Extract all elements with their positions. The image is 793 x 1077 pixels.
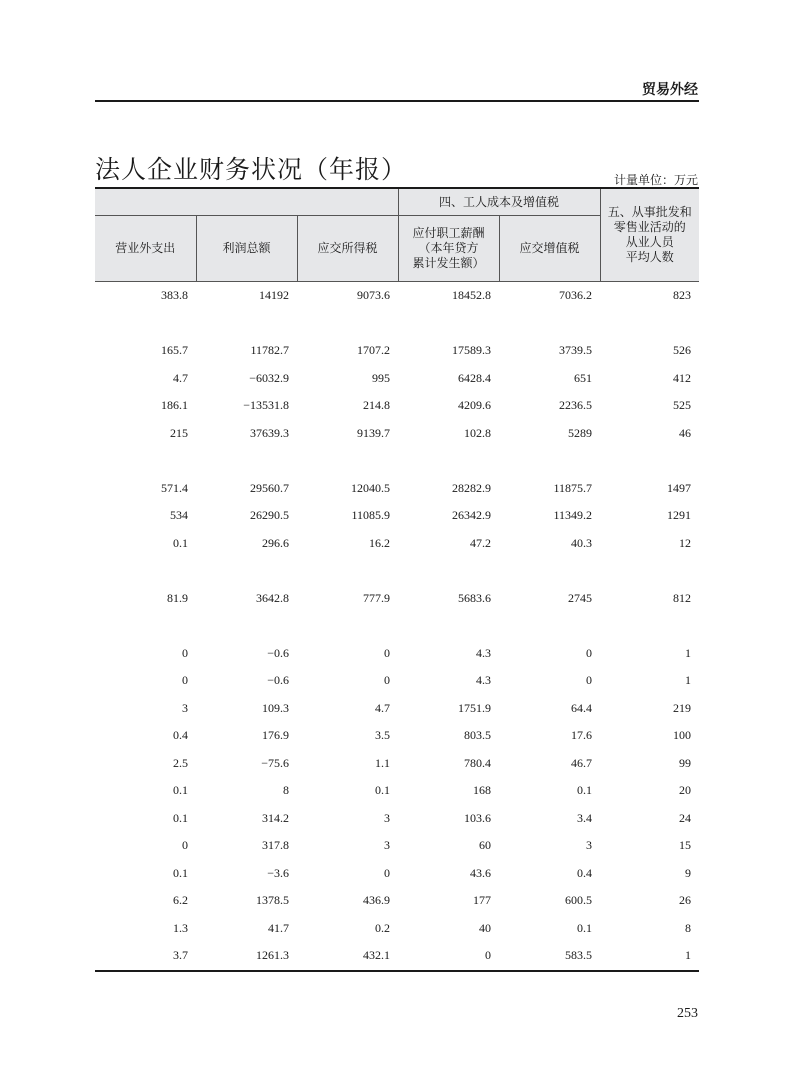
spacer-cell: [600, 612, 699, 640]
table-cell: 296.6: [262, 535, 289, 550]
table-row: [95, 667, 699, 695]
table-cell: 803.5: [464, 728, 492, 743]
table-cell: 534: [170, 508, 188, 523]
header-blank-cell: [95, 188, 398, 216]
table-cell: 16.2: [369, 535, 391, 550]
table-cell: 1: [685, 645, 692, 660]
col6-line: 从业人员: [625, 235, 674, 249]
column-header-vat-payable: 应交增值税: [499, 216, 600, 282]
table-cell: 1.3: [173, 920, 188, 935]
table-cell: 0: [586, 673, 593, 688]
table-cell: 5683.6: [458, 590, 492, 605]
table-cell: 812: [673, 590, 692, 605]
table-cell: 26290.5: [250, 508, 289, 523]
table-cell: 4.3: [476, 673, 492, 688]
table-cell: 11875.7: [553, 480, 593, 495]
table-cell: 24: [679, 810, 692, 825]
table-cell: 436.9: [363, 893, 391, 908]
table-cell: 4.3: [476, 645, 492, 660]
table-cell: 102.8: [464, 425, 492, 440]
spacer-row: [95, 310, 699, 338]
section-label: 贸易外经: [642, 82, 698, 98]
table-cell: 1751.9: [458, 700, 492, 715]
table-cell: 11085.9: [351, 508, 391, 523]
spacer-cell: [95, 447, 196, 475]
table-row: [95, 805, 699, 833]
page-title: 法人企业财务状况（年报）: [95, 154, 408, 184]
table-cell: 177: [473, 893, 492, 908]
spacer-cell: [95, 557, 196, 585]
table-cell: 0.4: [577, 865, 593, 880]
col6-line: 五、从事批发和: [607, 205, 692, 219]
spacer-cell: [398, 557, 499, 585]
table-cell: −3.6: [267, 865, 289, 880]
table-cell: 99: [679, 755, 692, 770]
table-cell: 1707.2: [357, 343, 391, 358]
table-cell: 43.6: [470, 865, 492, 880]
column-header-avg-employees: [600, 188, 699, 282]
table-row: [95, 832, 699, 860]
unit-label: 计量单位：万元: [613, 173, 698, 187]
spacer-cell: [297, 612, 398, 640]
table-cell: 0.1: [577, 783, 593, 798]
spacer-cell: [600, 310, 699, 338]
spacer-cell: [499, 447, 600, 475]
table-cell: 41.7: [268, 920, 289, 935]
col4-line: （本年贷方: [418, 241, 479, 255]
spacer-cell: [398, 447, 499, 475]
table-cell: 600.5: [565, 893, 593, 908]
table-cell: 17.6: [571, 728, 593, 743]
data-table: [95, 187, 699, 972]
table-cell: 9139.7: [357, 425, 391, 440]
table-cell: 17589.3: [452, 343, 492, 358]
col4-line: 累计发生额）: [412, 256, 485, 270]
column-header-employee-pay: [398, 216, 499, 282]
table-cell: 3.5: [375, 728, 391, 743]
spacer-cell: [297, 310, 398, 338]
table-cell: 3: [586, 838, 593, 853]
group-header-labor-cost-vat: 四、工人成本及增值税: [398, 188, 600, 216]
table-cell: 0: [398, 942, 499, 971]
table-row: [95, 282, 699, 310]
table-cell: 526: [673, 343, 692, 358]
table-cell: 81.9: [167, 590, 188, 605]
table-cell: 64.4: [571, 700, 593, 715]
spacer-cell: [297, 557, 398, 585]
table-cell: 1497: [667, 480, 692, 495]
table-cell: −0.6: [267, 645, 289, 660]
table-cell: 0: [586, 645, 593, 660]
table-cell: 525: [673, 398, 692, 413]
table-cell: 103.6: [464, 810, 492, 825]
table-cell: 1: [600, 942, 699, 971]
table-cell: 0.1: [173, 783, 188, 798]
table-cell: 0.2: [375, 920, 391, 935]
table-row: [95, 860, 699, 888]
table-cell: 3: [182, 700, 188, 715]
spacer-cell: [95, 612, 196, 640]
table-cell: 0: [384, 673, 391, 688]
table-cell: 777.9: [363, 590, 391, 605]
table-cell: 40.3: [571, 535, 593, 550]
table-cell: 383.8: [161, 288, 188, 303]
table-cell: 46.7: [571, 755, 593, 770]
table-cell: 186.1: [161, 398, 188, 413]
table-cell: 317.8: [262, 838, 289, 853]
table-row: [95, 777, 699, 805]
page-number: 253: [677, 1006, 698, 1021]
table-row: [95, 750, 699, 778]
table-cell: 60: [479, 838, 492, 853]
table-cell: 11782.7: [250, 343, 289, 358]
table-cell: 11349.2: [553, 508, 593, 523]
table-cell: 651: [574, 370, 593, 385]
table-cell: 100: [673, 728, 692, 743]
column-header-total-profit: 利润总额: [196, 216, 297, 282]
table-cell: 3: [384, 838, 391, 853]
spacer-cell: [95, 310, 196, 338]
table-row: [95, 365, 699, 393]
table-cell: 219: [673, 700, 692, 715]
table-cell: 4209.6: [458, 398, 492, 413]
table-cell: −0.6: [267, 673, 289, 688]
table-row: [95, 585, 699, 613]
table-cell: 26: [679, 893, 692, 908]
table-cell: 20: [679, 783, 692, 798]
table-cell: 0: [384, 645, 391, 660]
table-cell: 995: [372, 370, 391, 385]
table-cell: 0.1: [577, 920, 593, 935]
spacer-cell: [196, 557, 297, 585]
spacer-cell: [398, 612, 499, 640]
table-cell: 1: [685, 673, 692, 688]
spacer-cell: [196, 310, 297, 338]
spacer-cell: [499, 310, 600, 338]
table-cell: 432.1: [297, 942, 398, 971]
col6-line: 平均人数: [625, 250, 674, 264]
table-row: [95, 392, 699, 420]
table-cell: 0.1: [375, 783, 391, 798]
table-body: [95, 282, 699, 971]
table-cell: 4.7: [173, 370, 188, 385]
column-header-non-operating-expense: 营业外支出: [95, 216, 196, 282]
table-cell: 29560.7: [250, 480, 289, 495]
table-cell: 1.1: [375, 755, 391, 770]
table-cell: 3642.8: [256, 590, 289, 605]
table-cell: 12040.5: [351, 480, 391, 495]
table-cell: 823: [673, 288, 692, 303]
table-cell: 5289: [568, 425, 593, 440]
table-cell: −75.6: [261, 755, 289, 770]
table-cell: 176.9: [262, 728, 289, 743]
table-row: [95, 475, 699, 503]
table-cell: 0: [182, 673, 188, 688]
spacer-row: [95, 557, 699, 585]
table-cell: 8: [283, 783, 289, 798]
table-cell: 40: [479, 920, 492, 935]
table-cell: −13531.8: [243, 398, 289, 413]
table-cell: 18452.8: [452, 288, 492, 303]
spacer-row: [95, 447, 699, 475]
table-row: [95, 915, 699, 943]
table-cell: 26342.9: [452, 508, 492, 523]
table-cell: 1291: [667, 508, 692, 523]
table-cell: 1261.3: [196, 942, 297, 971]
table-cell: 168: [473, 783, 492, 798]
table-cell: 14192: [259, 288, 289, 303]
table-cell: 3739.5: [559, 343, 593, 358]
table-cell: 9: [685, 865, 692, 880]
table-cell: 8: [685, 920, 692, 935]
spacer-cell: [398, 310, 499, 338]
table-cell: 2745: [568, 590, 593, 605]
spacer-cell: [499, 612, 600, 640]
table-row: [95, 502, 699, 530]
spacer-cell: [196, 612, 297, 640]
table-cell: 215: [170, 425, 188, 440]
table-row: [95, 695, 699, 723]
spacer-row: [95, 612, 699, 640]
spacer-cell: [499, 557, 600, 585]
table-cell: 780.4: [464, 755, 492, 770]
table-row: [95, 887, 699, 915]
table-cell: 0: [182, 838, 188, 853]
table-cell: 47.2: [470, 535, 492, 550]
table-cell: 2236.5: [559, 398, 593, 413]
table-cell: 9073.6: [357, 288, 391, 303]
table-cell: −6032.9: [249, 370, 289, 385]
table-cell: 571.4: [161, 480, 188, 495]
table-cell: 214.8: [363, 398, 391, 413]
table-cell: 583.5: [499, 942, 600, 971]
table-cell: 0.4: [173, 728, 188, 743]
table-cell: 7036.2: [559, 288, 593, 303]
table-row: [95, 942, 699, 971]
table-cell: 0.1: [173, 865, 188, 880]
table-cell: 0: [182, 645, 188, 660]
col4-line: 应付职工薪酬: [412, 226, 485, 240]
table-cell: 3: [384, 810, 391, 825]
table-cell: 0.1: [173, 535, 188, 550]
table-cell: 314.2: [262, 810, 289, 825]
table-cell: 46: [679, 425, 692, 440]
table-row: [95, 337, 699, 365]
column-header-income-tax-payable: 应交所得税: [297, 216, 398, 282]
table-cell: 0: [384, 865, 391, 880]
spacer-cell: [196, 447, 297, 475]
spacer-cell: [600, 557, 699, 585]
spacer-cell: [297, 447, 398, 475]
table-row: [95, 722, 699, 750]
table-cell: 109.3: [262, 700, 289, 715]
table-cell: 15: [679, 838, 692, 853]
table-cell: 3.4: [577, 810, 593, 825]
table-cell: 1378.5: [256, 893, 289, 908]
table-cell: 0.1: [173, 810, 188, 825]
table-row: [95, 420, 699, 448]
table-cell: 12: [679, 535, 692, 550]
table-cell: 28282.9: [452, 480, 492, 495]
table-cell: 2.5: [173, 755, 188, 770]
table-row: [95, 640, 699, 668]
table-cell: 3.7: [95, 942, 196, 971]
table-row: [95, 530, 699, 558]
table-cell: 37639.3: [250, 425, 289, 440]
table-cell: 412: [673, 370, 692, 385]
spacer-cell: [600, 447, 699, 475]
table-cell: 165.7: [161, 343, 188, 358]
col6-line: 零售业活动的: [613, 220, 686, 234]
table-cell: 4.7: [375, 700, 391, 715]
table-cell: 6.2: [173, 893, 188, 908]
table-cell: 6428.4: [458, 370, 492, 385]
header-rule: [95, 100, 699, 102]
